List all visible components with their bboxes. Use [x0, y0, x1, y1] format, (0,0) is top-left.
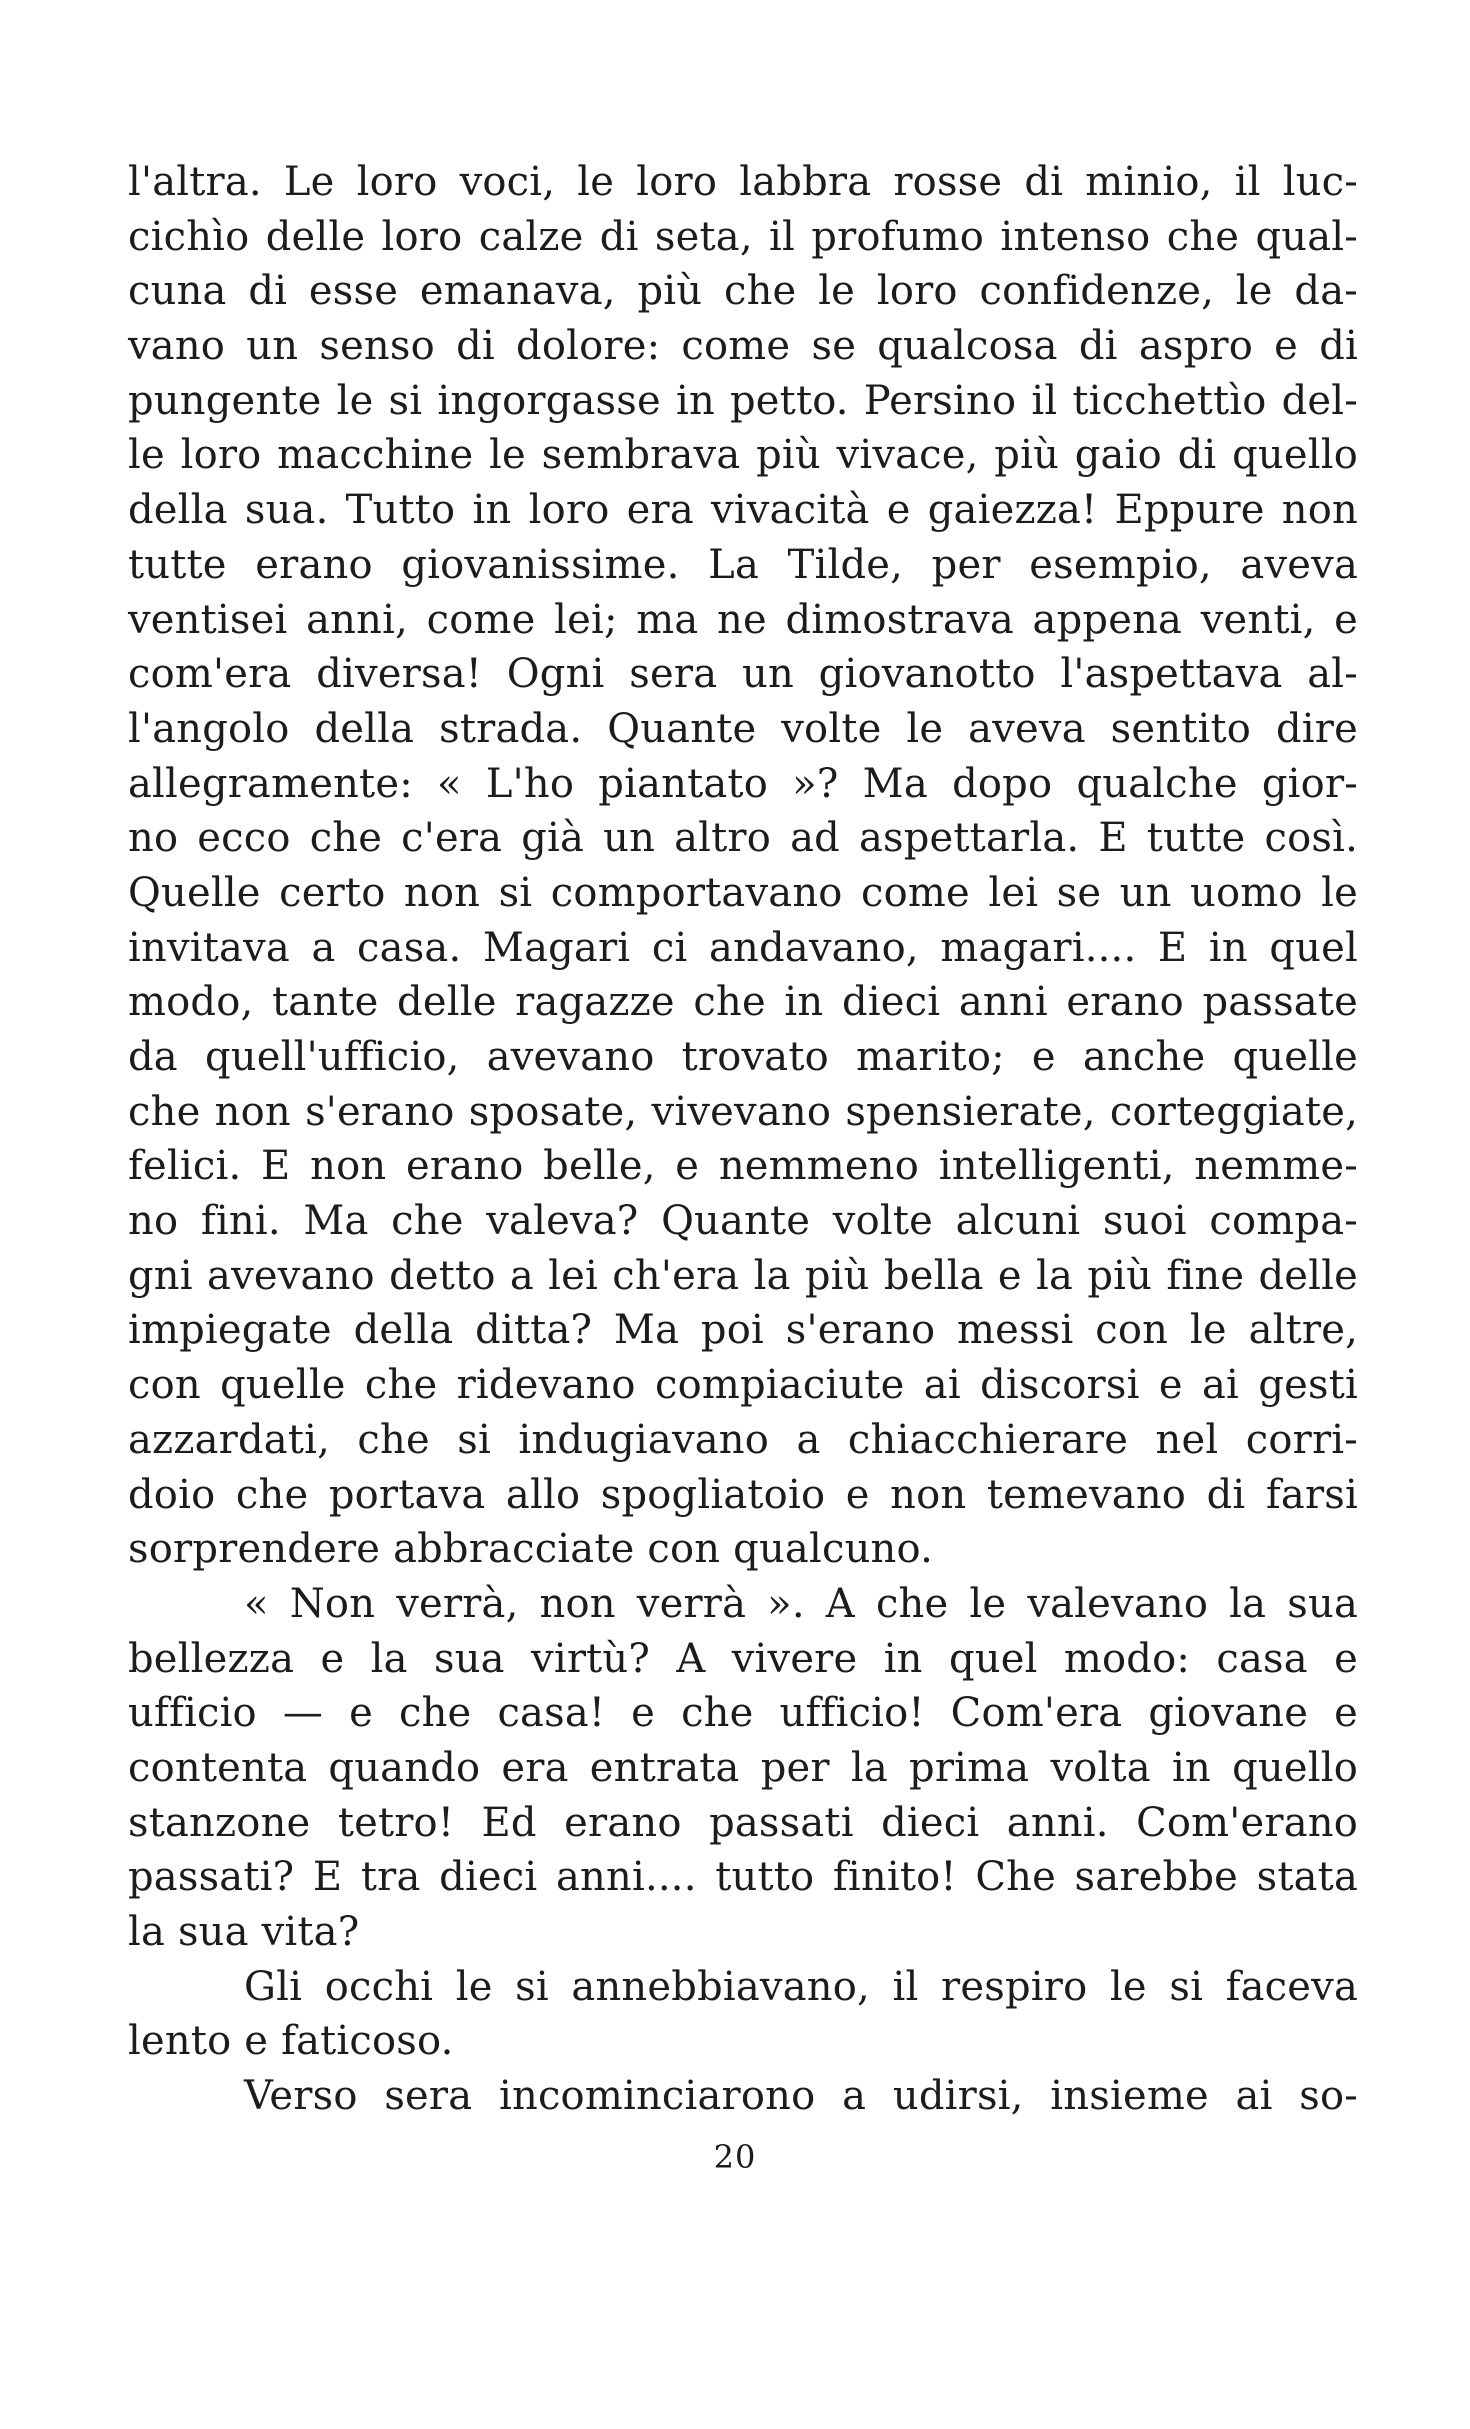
text-line: stanzone tetro! Ed erano passati dieci anni. Com'erano: [128, 1799, 1358, 1846]
body-text: [128, 155, 1358, 2124]
text-line: passati? E tra dieci anni.... tutto finito! Che sarebbe stata: [128, 1854, 1358, 1901]
text-line: l'angolo della strada. Quante volte le aveva sentito dire: [128, 705, 1358, 752]
text-line: vano un senso di dolore: come se qualcosa di aspro e di: [128, 323, 1358, 370]
text-line: no ecco che c'era già un altro ad aspettarla. E tutte così.: [128, 815, 1358, 862]
text-line: pungente le si ingorgasse in petto. Persino il ticchettìo del-: [128, 377, 1358, 424]
text-line: che non s'erano sposate, vivevano spensierate, corteggiate,: [128, 1088, 1358, 1135]
text-line: doio che portava allo spogliatoio e non temevano di farsi: [128, 1471, 1358, 1518]
text-line: la sua vita?: [128, 1909, 360, 1955]
text-line: da quell'ufficio, avevano trovato marito; e anche quelle: [128, 1034, 1358, 1080]
text-line: « Non verrà, non verrà ». A che le valevano la sua: [244, 1580, 1358, 1627]
text-line: felici. E non erano belle, e nemmeno intelligenti, nemme-: [128, 1143, 1358, 1190]
page-number: 20: [713, 2138, 757, 2176]
text-line: con quelle che ridevano compiaciute ai discorsi e ai gesti: [128, 1362, 1358, 1409]
text-line: Gli occhi le si annebbiavano, il respiro le si faceva: [244, 1963, 1358, 2010]
text-line: lento e faticoso.: [128, 2018, 454, 2065]
text-line: cuna di esse emanava, più che le loro confidenze, le da-: [128, 268, 1358, 315]
text-line: l'altra. Le loro voci, le loro labbra rosse di minio, il luc-: [128, 159, 1358, 205]
text-line: gni avevano detto a lei ch'era la più bella e la più fine delle: [128, 1252, 1358, 1299]
text-line: Quelle certo non si comportavano come lei se un uomo le: [128, 869, 1358, 916]
text-line: cichìo delle loro calze di seta, il profumo intenso che qual-: [128, 213, 1358, 260]
text-line: azzardati, che si indugiavano a chiacchierare nel corri-: [128, 1416, 1358, 1463]
text-line: modo, tante delle ragazze che in dieci anni erano passate: [128, 979, 1358, 1026]
text-line: contenta quando era entrata per la prima volta in quello: [128, 1744, 1358, 1791]
text-line: invitava a casa. Magari ci andavano, magari.... E in quel: [128, 924, 1358, 971]
text-line: allegramente: « L'ho piantato »? Ma dopo qualche gior-: [128, 760, 1358, 807]
text-line: sorprendere abbracciate con qualcuno.: [128, 1526, 933, 1573]
text-line: impiegate della ditta? Ma poi s'erano messi con le altre,: [128, 1307, 1358, 1354]
text-line: no fini. Ma che valeva? Quante volte alcuni suoi compa-: [128, 1198, 1358, 1245]
text-line: com'era diversa! Ogni sera un giovanotto l'aspettava al-: [128, 651, 1358, 698]
text-line: della sua. Tutto in loro era vivacità e gaiezza! Eppure non: [128, 487, 1358, 534]
text-line: tutte erano giovanissime. La Tilde, per esempio, aveva: [128, 541, 1358, 588]
text-line: Verso sera incominciarono a udirsi, insieme ai so-: [244, 2073, 1358, 2120]
text-line: ufficio — e che casa! e che ufficio! Com'era giovane e: [128, 1690, 1358, 1737]
text-line: ventisei anni, come lei; ma ne dimostrava appena venti, e: [128, 596, 1358, 643]
text-line: bellezza e la sua virtù? A vivere in quel modo: casa e: [128, 1635, 1358, 1682]
text-line: le loro macchine le sembrava più vivace, più gaio di quello: [128, 432, 1358, 479]
